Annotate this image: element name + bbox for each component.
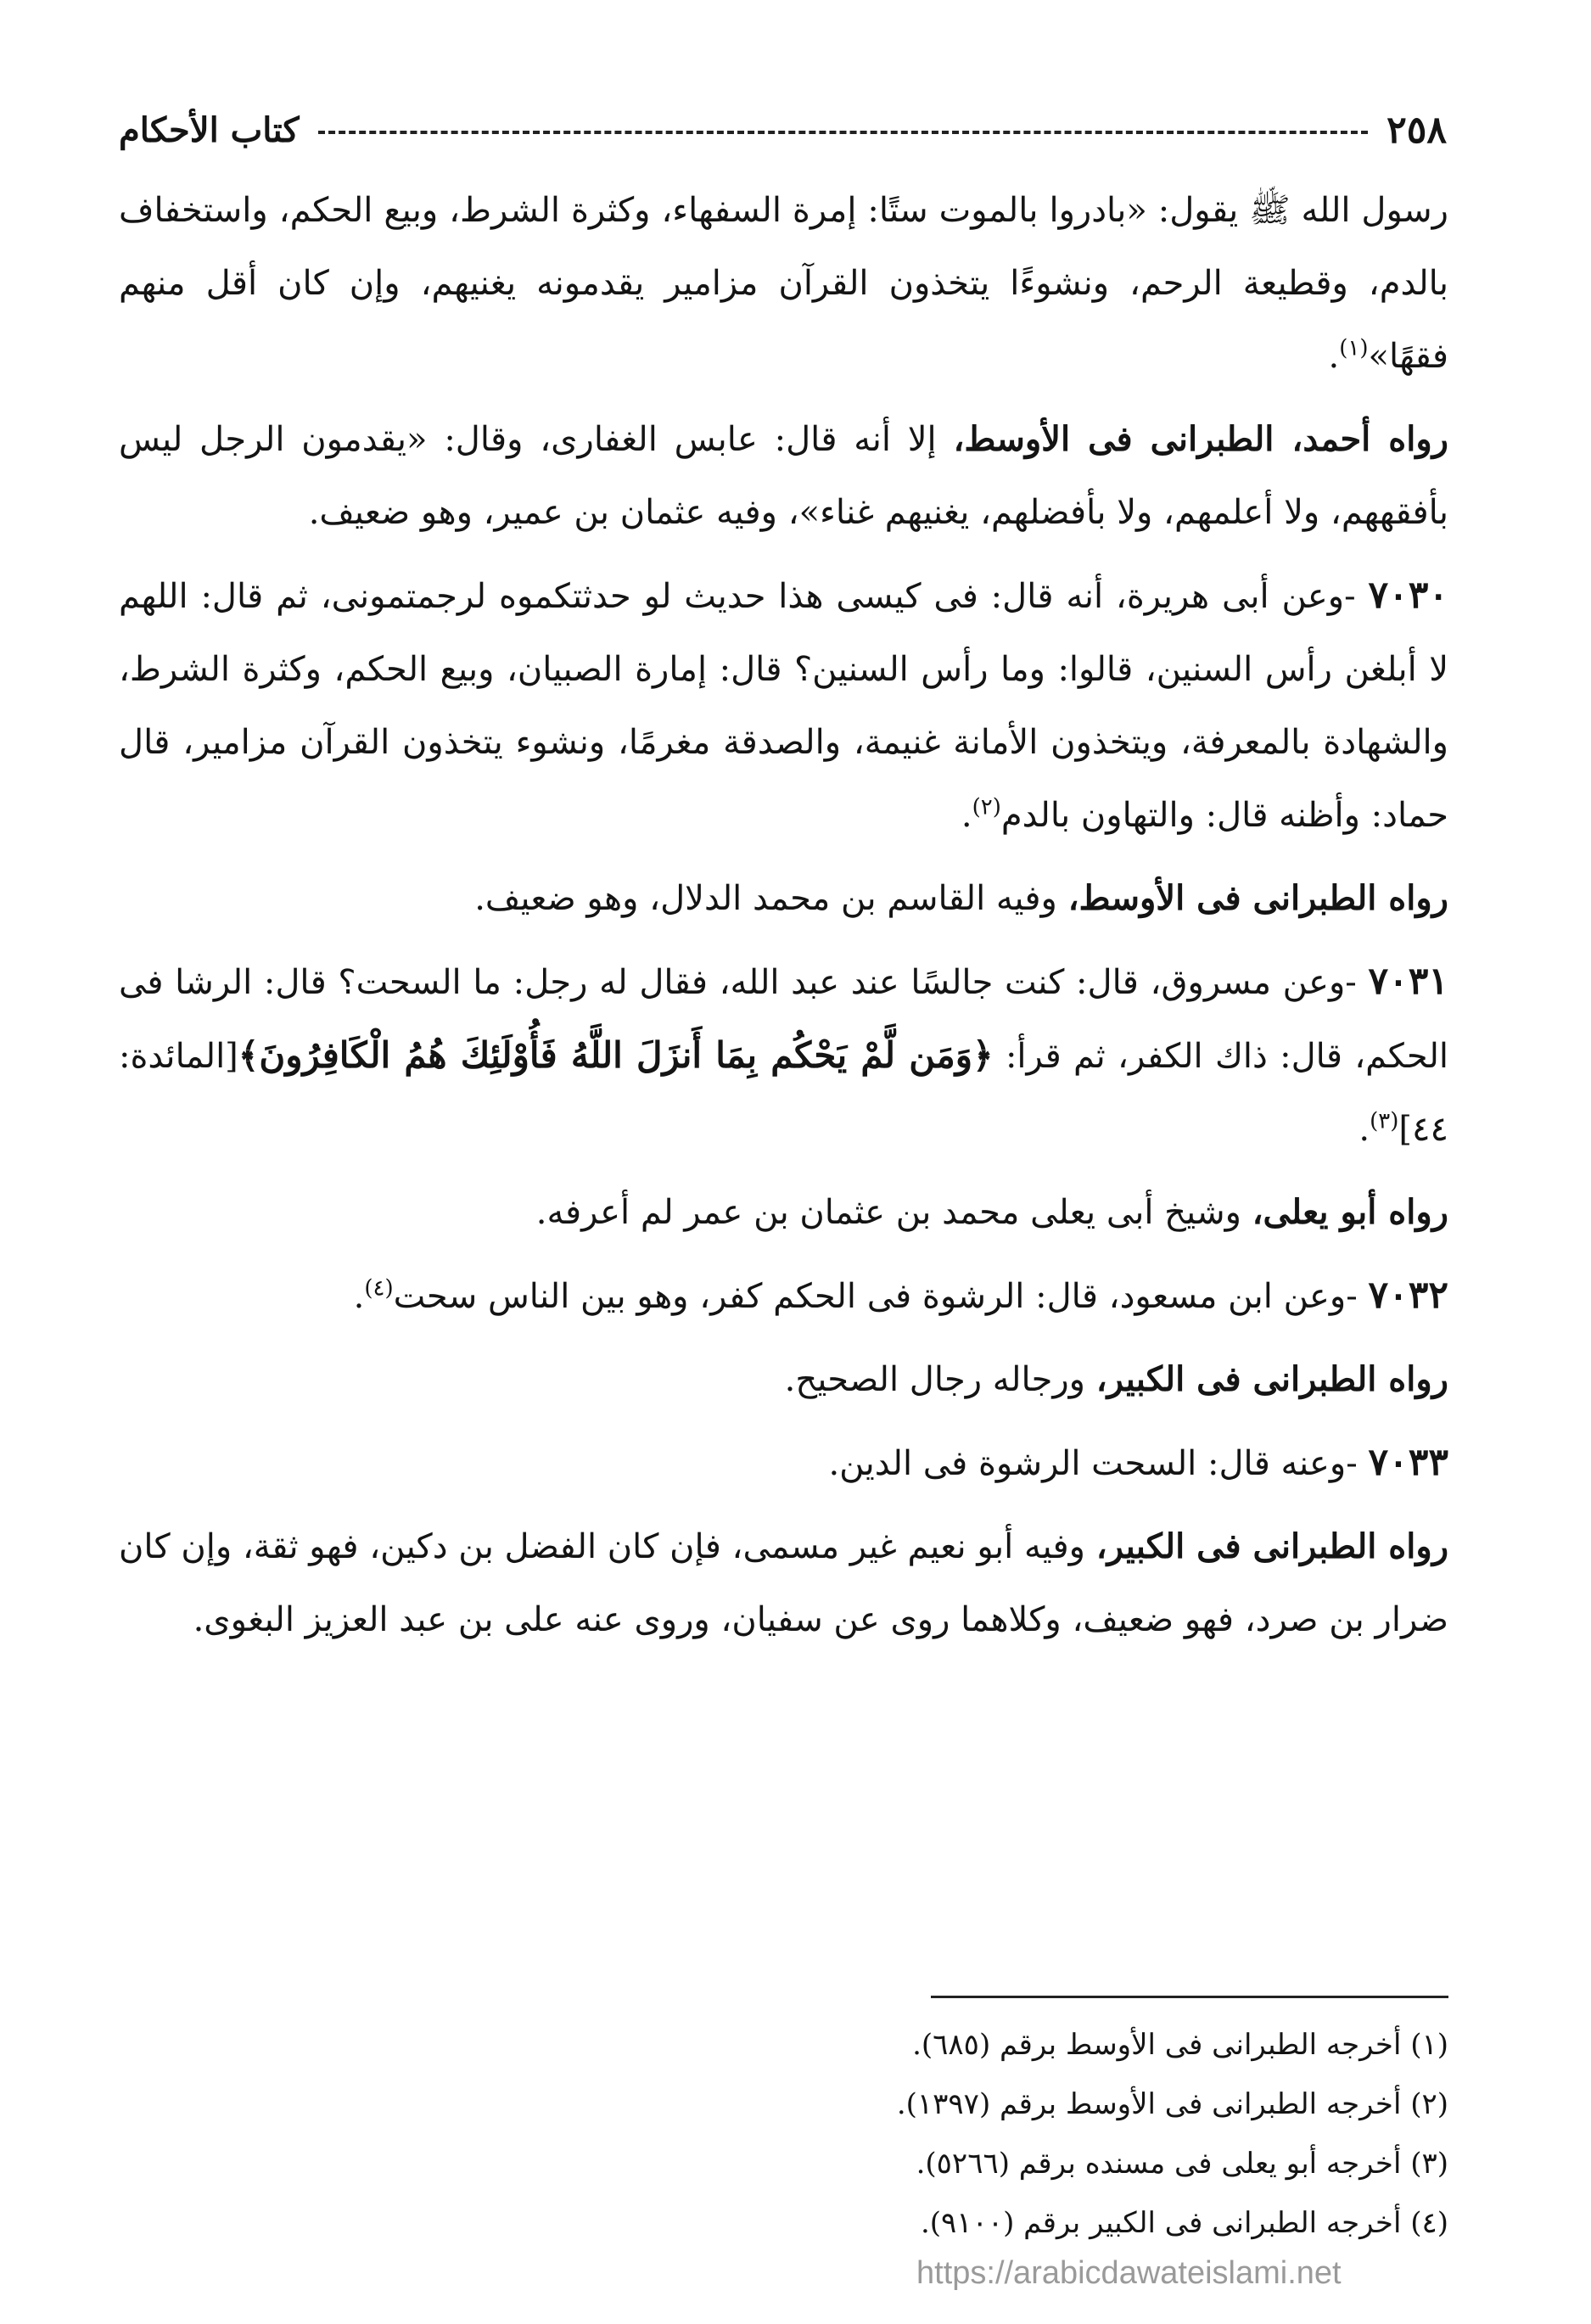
source-citation: رواه الطبرانى فى الأوسط،	[1067, 878, 1448, 918]
source-citation: رواه أبو يعلى،	[1252, 1192, 1448, 1232]
footnote-ref: (٢)	[972, 794, 1001, 820]
quran-verse: ﴿وَمَن لَّمْ يَحْكُم بِمَا أَنزَلَ اللَّهُ فَأُوْلَئِكَ هُمُ الْكَافِرُونَ﴾	[238, 1034, 994, 1076]
page-header	[119, 100, 1447, 160]
page-number: ٢٥٨	[1387, 108, 1447, 152]
footnote: (٢) أخرجه الطبرانى فى الأوسط برقم (١٣٩٧).	[896, 2087, 1448, 2121]
source-citation: رواه الطبرانى فى الكبير،	[1095, 1359, 1448, 1399]
footnotes	[509, 2015, 1448, 2253]
header-dashed-rule	[318, 131, 1369, 134]
hadith-7030: ٧٠٣٠ -وعن أبى هريرة، أنه قال: فى كيسى هذا حديث لو حدثتكموه لرجمتمونى، ثم قال: اللهم لا أبلغن رأس السنين، قالوا: وما رأس السنين؟ قال: إمارة الصبيان، وبيع الحكم، وكثرة الشرط، والشهادة بالمعرفة، ويتخذون الأمانة غنيمة، والصدقة مغرمًا، ونشوء يتخذون القرآن مزامير، قال حماد: وأظنه قال: والتهاون بالدم$^{(٢)}$.	[119, 574, 1448, 835]
footnote-ref: (٤)	[364, 1275, 394, 1302]
hadith-7031: ٧٠٣١ -وعن مسروق، قال: كنت جالسًا عند عبد الله، فقال له رجل: ما السحت؟ قال: الرشا فى الحكم، قال: ذاك الكفر، ثم قرأ: ﴿وَمَن لَّمْ يَحْكُم بِمَا أَنزَلَ اللَّهُ فَأُوْلَئِكَ هُمُ الْكَافِرُونَ﴾[المائدة: ٤٤]$^{(٣)}$.	[119, 960, 1448, 1149]
footnote: (١) أخرجه الطبرانى فى الأوسط برقم (٦٨٥).	[912, 2028, 1448, 2062]
paragraph: رواه أحمد، الطبرانى فى الأوسط، إلا أنه قال: عابس الغفارى، وقال: «يقدمون الرجل ليس بأفقههم، ولا أعلمهم، ولا بأفضلهم، يغنيهم غناء»، وفيه عثمان بن عمير، وهو ضعيف.	[119, 419, 1449, 532]
main-text	[119, 174, 1448, 1666]
footnote-separator	[931, 1996, 1448, 1998]
footnote-ref: (٣)	[1370, 1108, 1399, 1134]
footnote: (٤) أخرجه الطبرانى فى الكبير برقم (٩١٠٠).	[920, 2206, 1448, 2240]
paragraph: رسول الله ﷺ يقول: «بادروا بالموت ستًا: إمرة السفهاء، وكثرة الشرط، وبيع الحكم، واستخفاف بالدم، وقطيعة الرحم، ونشوءًا يتخذون القرآن مزامير يقدمونه يغنيهم، وإن كان أقل منهم فقهًا»$^{(١)}$.	[119, 191, 1448, 376]
source-citation: رواه الطبرانى فى الكبير،	[1095, 1526, 1449, 1566]
watermark-url: https://arabicdawateislami.net	[916, 2255, 1342, 2291]
source-citation: رواه أحمد، الطبرانى فى الأوسط،	[953, 419, 1449, 459]
hadith-number: ٧٠٣٣	[1368, 1441, 1448, 1484]
book-title: كتاب الأحكام	[119, 109, 300, 150]
hadith-number: ٧٠٣٢	[1368, 1274, 1448, 1317]
hadith-number: ٧٠٣٠	[1368, 574, 1448, 617]
paragraph: رواه أبو يعلى، وشيخ أبى يعلى محمد بن عثمان بن عمر لم أعرفه.	[535, 1192, 1448, 1232]
paragraph: رواه الطبرانى فى الكبير، ورجاله رجال الصحيح.	[784, 1359, 1448, 1399]
hadith-7032: ٧٠٣٢ -وعن ابن مسعود، قال: الرشوة فى الحكم كفر، وهو بين الناس سحت$^{(٤)}$.	[353, 1274, 1448, 1317]
paragraph: رواه الطبرانى فى الأوسط، وفيه القاسم بن محمد الدلال، وهو ضعيف.	[474, 878, 1448, 918]
footnote-ref: (١)	[1339, 335, 1369, 361]
footnote: (٣) أخرجه أبو يعلى فى مسنده برقم (٥٢٦٦).	[916, 2147, 1448, 2181]
paragraph: رواه الطبرانى فى الكبير، وفيه أبو نعيم غير مسمى، فإن كان الفضل بن دكين، فهو ثقة، وإن كان ضرار بن صرد، فهو ضعيف، وكلاهما روى عن سفيان، وروى عنه على بن عبد العزيز البغوى.	[119, 1526, 1449, 1639]
hadith-number: ٧٠٣١	[1368, 960, 1448, 1003]
hadith-7033: ٧٠٣٣ -وعنه قال: السحت الرشوة فى الدين.	[828, 1441, 1448, 1484]
